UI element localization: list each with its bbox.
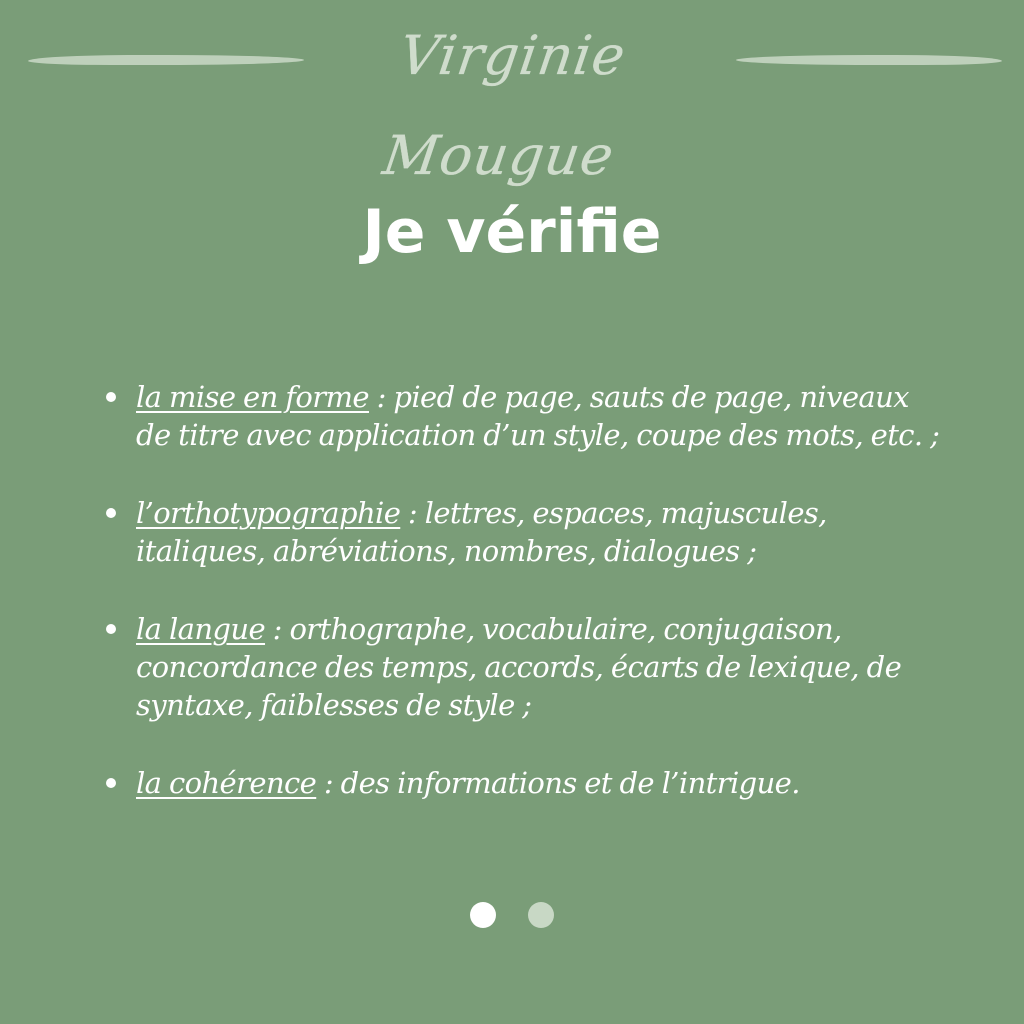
carousel-pagination xyxy=(0,902,1024,928)
list-item xyxy=(100,494,950,570)
item-description: : lettres, espaces, majuscules, italiques, abréviations, nombres, dialogues ; xyxy=(136,496,827,568)
pagination-dot-1[interactable] xyxy=(470,902,496,928)
brush-stroke-right xyxy=(736,55,1002,65)
list-item xyxy=(100,610,950,724)
item-term: l’orthotypographie xyxy=(136,496,401,530)
bullet-icon xyxy=(106,392,116,402)
item-term: la mise en forme xyxy=(136,380,369,414)
page-title: Je vérifie xyxy=(362,197,662,267)
list-item xyxy=(100,378,950,454)
checklist xyxy=(100,378,950,802)
item-description: : des informations et de l’intrigue. xyxy=(316,766,800,800)
pagination-dot-2[interactable] xyxy=(528,902,554,928)
bullet-icon xyxy=(106,778,116,788)
item-term: la langue xyxy=(136,612,266,646)
item-description: : pied de page, sauts de page, niveaux de titre avec application d’un style, coupe des mots, etc. ; xyxy=(136,380,940,452)
header xyxy=(0,0,1024,187)
item-description: : orthographe, vocabulaire, conjugaison, concordance des temps, accords, écarts de lexique, de syntaxe, faiblesses de style ; xyxy=(136,612,902,722)
item-term: la cohérence xyxy=(136,766,317,800)
bullet-icon xyxy=(106,508,116,518)
bullet-icon xyxy=(106,624,116,634)
brush-stroke-left xyxy=(28,55,304,65)
signature-logo: Virginie Mougue xyxy=(379,24,630,187)
list-item xyxy=(100,764,950,802)
